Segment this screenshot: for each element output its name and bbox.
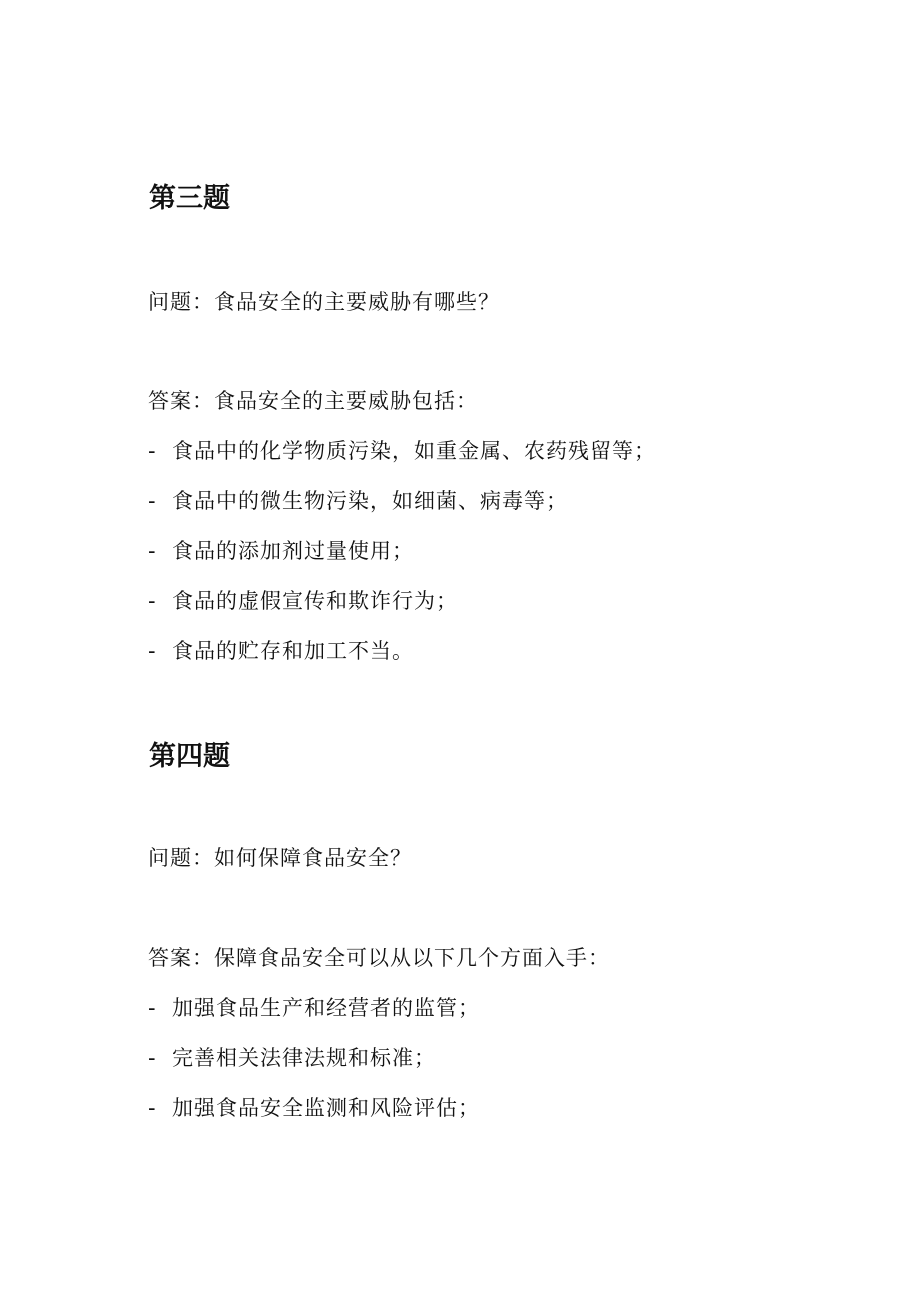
item-text: 食品的虚假宣传和欺诈行为；: [172, 589, 458, 613]
section-3-item: [148, 637, 414, 665]
item-text: 加强食品生产和经营者的监管；: [172, 996, 480, 1020]
section-3-answer-intro: 答案：食品安全的主要威胁包括：: [148, 389, 478, 413]
section-4-item: [148, 1044, 436, 1072]
section-3-item: [148, 437, 656, 465]
section-4-heading: 第四题: [149, 741, 230, 772]
bullet-marker: -: [148, 539, 157, 563]
bullet-marker: -: [148, 639, 157, 663]
section-4-answer-intro: 答案：保障食品安全可以从以下几个方面入手：: [148, 946, 610, 970]
section-4-item: [148, 994, 480, 1022]
bullet-marker: -: [148, 589, 157, 613]
bullet-marker: -: [148, 439, 157, 463]
bullet-marker: -: [148, 1046, 157, 1070]
section-3-item: [148, 487, 568, 515]
bullet-marker: -: [148, 1096, 157, 1120]
item-text: 食品的贮存和加工不当。: [172, 639, 414, 663]
section-3-item: [148, 587, 458, 615]
bullet-marker: -: [148, 996, 157, 1020]
item-text: 加强食品安全监测和风险评估；: [172, 1096, 480, 1120]
section-4-item: [148, 1094, 480, 1122]
section-3-question: 问题：食品安全的主要威胁有哪些？: [148, 290, 500, 314]
section-3-item: [148, 537, 414, 565]
section-3-heading: 第三题: [149, 183, 230, 214]
item-text: 完善相关法律法规和标准；: [172, 1046, 436, 1070]
bullet-marker: -: [148, 489, 157, 513]
item-text: 食品中的微生物污染，如细菌、病毒等；: [172, 489, 568, 513]
item-text: 食品中的化学物质污染，如重金属、农药残留等；: [172, 439, 656, 463]
item-text: 食品的添加剂过量使用；: [172, 539, 414, 563]
section-4-question: 问题：如何保障食品安全？: [148, 846, 412, 870]
